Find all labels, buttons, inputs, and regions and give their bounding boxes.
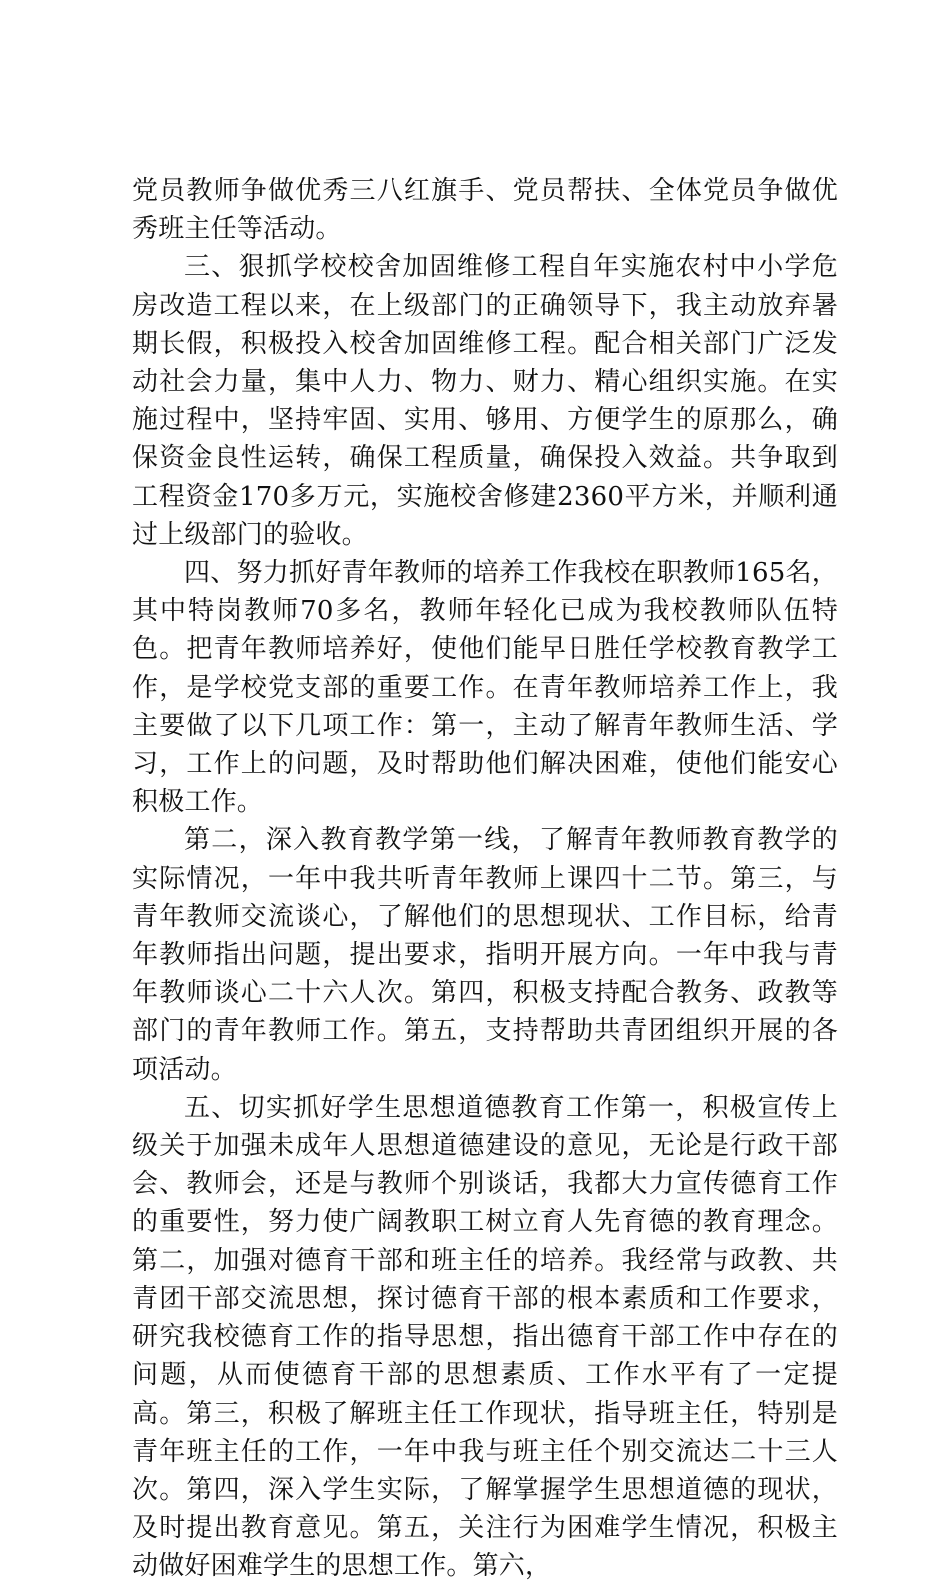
paragraph-3: 四、努力抓好青年教师的培养工作我校在职教师165名，其中特岗教师70多名，教师年轻化已成为我校教师队伍特色。把青年教师培养好，使他们能早日胜任学校教育教学工作，是学校党支部的重要工作。在青年教师培养工作上，我主要做了以下几项工作：第一，主动了解青年教师生活、学习，工作上的问题，及时帮助他们解决困难，使他们能安心积极工作。 (132, 558, 838, 818)
paragraph-1: 党员教师争做优秀三八红旗手、党员帮扶、全体党员争做优秀班主任等活动。 (132, 176, 838, 245)
paragraph-5: 五、切实抓好学生思想道德教育工作第一，积极宣传上级关于加强未成年人思想道德建设的意见，无论是行政干部会、教师会，还是与教师个别谈话，我都大力宣传德育工作的重要性，努力使广阔教职工树立育人先育德的教育理念。第二，加强对德育干部和班主任的培养。我经常与政教、共青团干部交流思想，探讨德育干部的根本素质和工作要求，研究我校德育工作的指导思想，指出德育干部工作中存在的问题，从而使德育干部的思想素质、工作水平有了一定提高。第三，积极了解班主任工作现状，指导班主任，特别是青年班主任的工作，一年中我与班主任个别交流达二十三人次。第四，深入学生实际，了解掌握学生思想道德的现状，及时提出教育意见。第五，关注行为困难学生情况，积极主动做好困难学生的思想工作。第六， (132, 1092, 838, 1582)
document-body (132, 172, 838, 1586)
paragraph-2: 三、狠抓学校校舍加固维修工程自年实施农村中小学危房改造工程以来，在上级部门的正确领导下，我主动放弃暑期长假，积极投入校舍加固维修工程。配合相关部门广泛发动社会力量，集中人力、物力、财力、精心组织实施。在实施过程中，坚持牢固、实用、够用、方便学生的原那么，确保资金良性运转，确保工程质量，确保投入效益。共争取到工程资金170多万元，实施校舍修建2360平方米，并顺利通过上级部门的验收。 (132, 252, 838, 550)
paragraph-4: 第二，深入教育教学第一线，了解青年教师教育教学的实际情况，一年中我共听青年教师上课四十二节。第三，与青年教师交流谈心，了解他们的思想现状、工作目标，给青年教师指出问题，提出要求，指明开展方向。一年中我与青年教师谈心二十六人次。第四，积极支持配合教务、政教等部门的青年教师工作。第五，支持帮助共青团组织开展的各项活动。 (132, 825, 838, 1085)
